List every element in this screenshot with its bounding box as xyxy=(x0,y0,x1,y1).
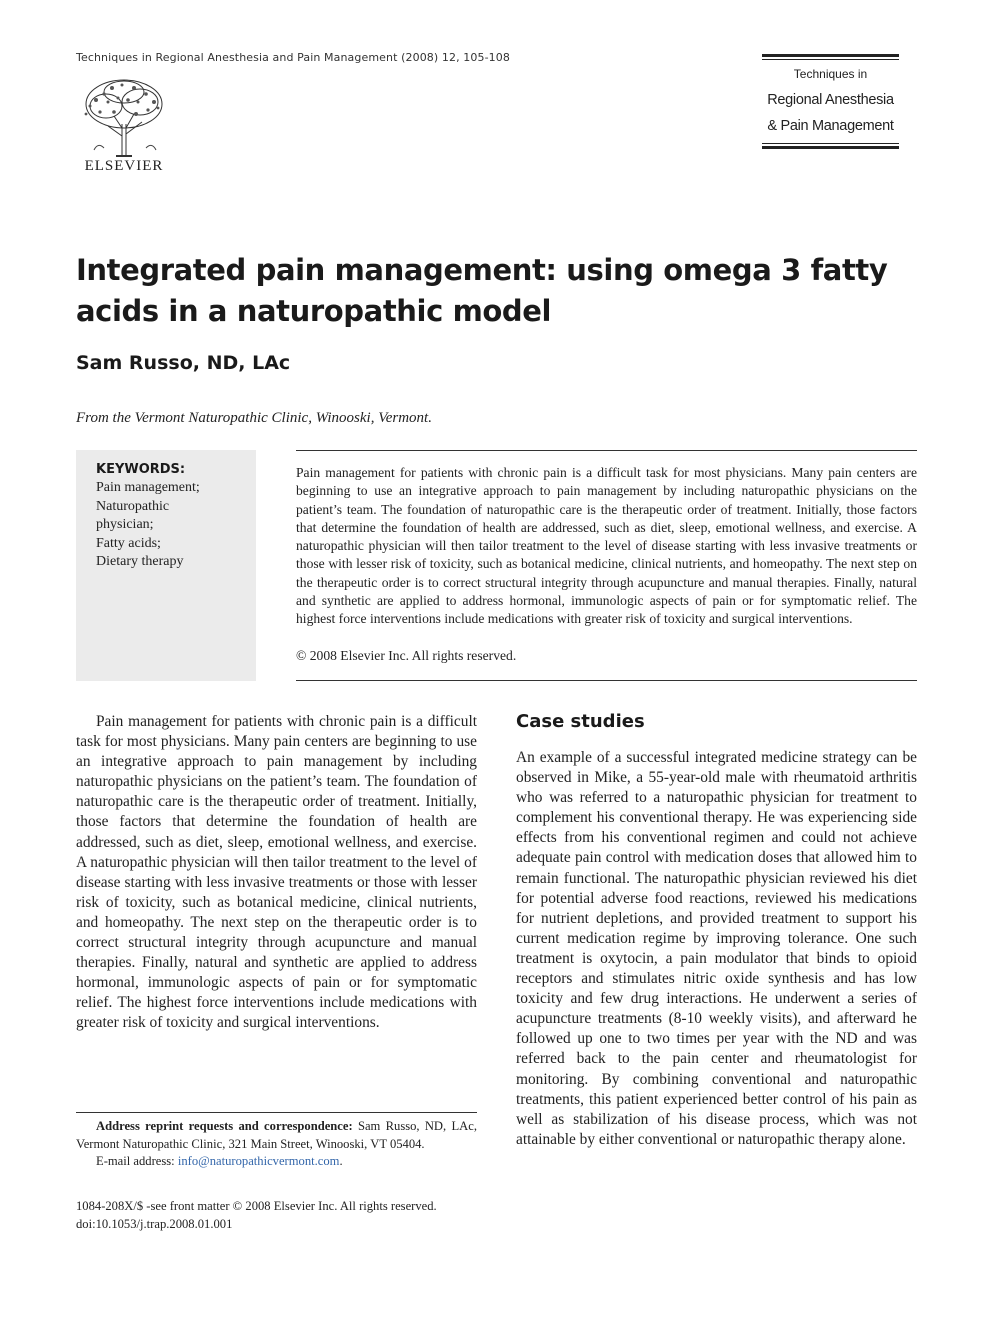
email-suffix: . xyxy=(339,1154,343,1168)
masthead-rule-top-thin xyxy=(762,59,899,60)
journal-name-line1: Techniques in xyxy=(793,67,868,81)
abstract-rule-top xyxy=(296,450,917,451)
keyword-item: Dietary therapy xyxy=(96,554,184,569)
case-study-paragraph: An example of a successful integrated medicine strategy can be observed in Mike, a 55-year-old male with rheumatoid arthritis who was referred to a naturopathic physician for treatment to complement his conventional therapy. He was experiencing side effects from his conventional regimen and could not achieve adequate pain control with medication doses that allowed him to remain functional. The naturopathic physician reviewed his diet for potential adverse food reactions, reviewed his medications for nutrient depletions, and provided treatment to support his current medication regime by improving tolerance. One such treatment is oxytocin, a pain modulator that binds to opioid receptors and stimulates nitric oxide synthesis and has low toxicity and few drug interactions. He underwent a series of acupuncture treatments (8-10 weekly visits), and afterward he followed up one to two times per year with the ND and was referred back to the pain center and rheumatologist for monitoring. By combining conventional and naturopathic treatments, this patient experienced better control of his pain as well as stabilization of his disease process, which was not attainable by either conventional or naturopathic therapy alone. xyxy=(516,749,917,1148)
email-label: E-mail address: xyxy=(96,1154,175,1168)
abstract-rule-bottom xyxy=(296,680,917,681)
journal-citation: Techniques in Regional Anesthesia and Pain Management (2008) 12, 105-108 xyxy=(76,51,510,64)
tree-icon xyxy=(76,76,172,158)
keyword-item: Fatty acids; xyxy=(96,535,161,551)
abstract-text: Pain management for patients with chronic pain is a difficult task for most physicians. Many pain centers are beginning to use an integrative approach to pain management by including naturopathic physicians on the patient’s team. The foundation of naturopathic care is the therapeutic order of treatment. Initially, those factors that determine the foundation of health are addressed, such as diet, sleep, emotional wellness, and exercise. A naturopathic physician will then tailor treatment to the level of disease starting with less invasive treatments or those with lesser risk of toxicity, such as botanical medicine, clinical nutrients, and homeopathy. The next step on the therapeutic order is to correct structural integrity through acupuncture and manual therapies. Finally, natural and synthetic are applied to address hormonal, immunologic aspects of pain or for symptomatic relief. The highest force interventions include medications with greater risk of toxicity and surgical interventions. xyxy=(296,465,917,627)
article-author: Sam Russo, ND, LAc xyxy=(76,352,291,374)
email-line xyxy=(76,1153,477,1171)
issn-doi-block xyxy=(76,1198,496,1233)
masthead-rule-bottom-thin xyxy=(762,143,899,144)
journal-name-line2: Regional Anesthesia xyxy=(767,92,894,108)
keywords-box xyxy=(76,450,256,681)
footnote-rule xyxy=(76,1112,477,1113)
article-title: Integrated pain management: using omega 3 fatty acids in a naturopathic model xyxy=(76,253,888,328)
journal-masthead xyxy=(762,54,899,150)
issn-line: 1084-208X/$ -see front matter © 2008 Elsevier Inc. All rights reserved. xyxy=(76,1199,437,1213)
masthead-rule-bottom xyxy=(762,146,899,149)
keyword-item: Pain management; xyxy=(96,480,200,495)
journal-name-line3: & Pain Management xyxy=(767,118,894,134)
correspondence-label: Address reprint requests and correspondence: xyxy=(96,1119,353,1133)
author-affiliation: From the Vermont Naturopathic Clinic, Winooski, Vermont. xyxy=(76,410,432,426)
keyword-item: Naturopathic xyxy=(96,498,170,514)
intro-paragraph: Pain management for patients with chronic pain is a difficult task for most physicians. Many pain centers are beginning to use an integrative approach to pain management by including naturopathic physicians on the patient’s team. The foundation of naturopathic care is the therapeutic order of treatment. Initially, those factors that determine the foundation of health are addressed, such as diet, sleep, emotional wellness, and exercise. A naturopathic physician will then tailor treatment to the level of disease starting with less invasive treatments or those with lesser risk of toxicity, such as botanical medicine, clinical nutrients, and homeopathy. The next step on the therapeutic order is to correct structural integrity through acupuncture and manual therapies. Finally, natural and synthetic are applied to address hormonal, immunologic aspects of pain or for symptomatic relief. The highest force interventions include medications with greater risk of toxicity and surgical interventions. xyxy=(76,713,477,1032)
correspondence-address: Sam Russo, ND, LAc, Vermont Naturopathic Clinic, 321 Main Street, Winooski, VT 05404. xyxy=(76,1119,477,1151)
publisher-name: ELSEVIER xyxy=(84,158,164,174)
keywords-heading: KEYWORDS: xyxy=(96,462,186,477)
abstract-copyright: © 2008 Elsevier Inc. All rights reserved. xyxy=(296,648,517,663)
doi-line: doi:10.1053/j.trap.2008.01.001 xyxy=(76,1216,233,1231)
email-link[interactable]: info@naturopathicvermont.com xyxy=(177,1154,340,1168)
correspondence-note xyxy=(76,1118,477,1171)
keyword-item: physician; xyxy=(96,517,154,532)
section-heading-case-studies: Case studies xyxy=(516,711,645,732)
masthead-rule-top xyxy=(762,54,899,57)
